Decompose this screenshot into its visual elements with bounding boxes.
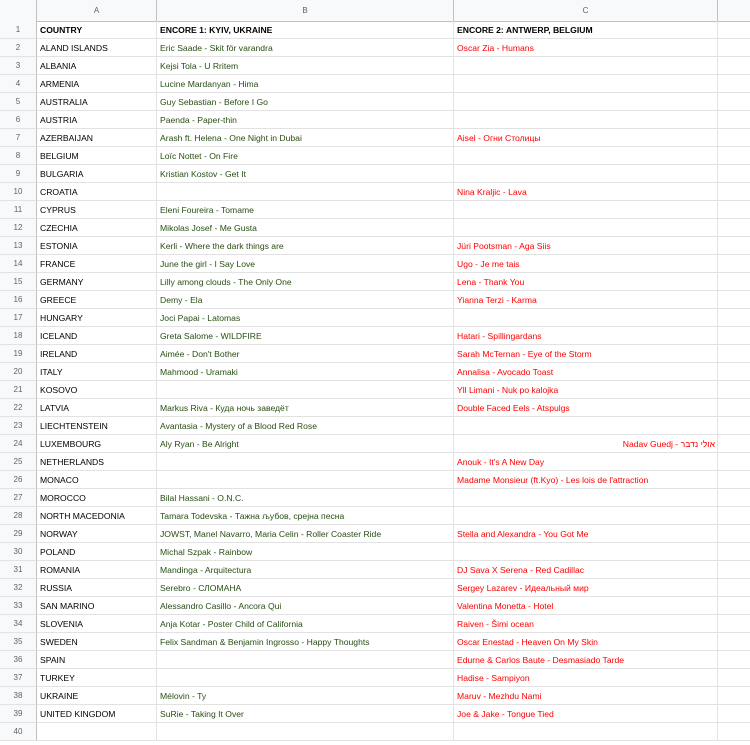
table-row: [0, 39, 750, 57]
header-encore-1-cell[interactable]: ENCORE 1: KYIV, UKRAINE: [157, 21, 454, 39]
empty-cell[interactable]: [718, 435, 750, 453]
table-row: [0, 525, 750, 543]
encore-1-cell[interactable]: Demy - Ela: [157, 291, 454, 309]
table-row: [0, 237, 750, 255]
encore-2-cell[interactable]: [454, 201, 718, 219]
encore-1-cell[interactable]: Aimée - Don't Bother: [157, 345, 454, 363]
column-header-d[interactable]: [718, 0, 750, 21]
encore-1-cell[interactable]: Anja Kotar - Poster Child of California: [157, 615, 454, 633]
country-cell[interactable]: ICELAND: [37, 327, 157, 345]
encore-2-cell[interactable]: Nina Kraljic - Lava: [454, 183, 718, 201]
header-country-cell[interactable]: COUNTRY: [37, 21, 157, 39]
encore-1-cell[interactable]: June the girl - I Say Love: [157, 255, 454, 273]
empty-cell[interactable]: [718, 309, 750, 327]
table-row: [0, 75, 750, 93]
row-number[interactable]: 1: [0, 21, 37, 39]
empty-cell[interactable]: [718, 471, 750, 489]
country-cell[interactable]: UKRAINE: [37, 687, 157, 705]
country-cell[interactable]: UNITED KINGDOM: [37, 705, 157, 723]
encore-2-cell[interactable]: [454, 723, 718, 741]
table-row: [0, 399, 750, 417]
encore-2-cell[interactable]: [454, 507, 718, 525]
encore-2-cell[interactable]: [454, 147, 718, 165]
table-row: [0, 579, 750, 597]
encore-1-cell[interactable]: Kerli - Where the dark things are: [157, 237, 454, 255]
encore-2-cell[interactable]: Stella and Alexandra - You Got Me: [454, 525, 718, 543]
row-number[interactable]: 6: [0, 111, 37, 129]
encore-2-cell[interactable]: Annalisa - Avocado Toast: [454, 363, 718, 381]
empty-cell[interactable]: [718, 327, 750, 345]
row-number[interactable]: 13: [0, 237, 37, 255]
country-cell[interactable]: IRELAND: [37, 345, 157, 363]
encore-2-cell[interactable]: אולי נדבר - Nadav Guedj: [454, 435, 718, 453]
country-cell[interactable]: ESTONIA: [37, 237, 157, 255]
table-row: [0, 327, 750, 345]
country-cell[interactable]: ROMANIA: [37, 561, 157, 579]
country-cell[interactable]: RUSSIA: [37, 579, 157, 597]
encore-1-cell[interactable]: Serebro - СЛОМАНА: [157, 579, 454, 597]
encore-2-cell[interactable]: [454, 219, 718, 237]
country-cell[interactable]: ALAND ISLANDS: [37, 39, 157, 57]
row-number[interactable]: 8: [0, 147, 37, 165]
encore-2-cell[interactable]: Lena - Thank You: [454, 273, 718, 291]
encore-2-cell[interactable]: Madame Monsieur (ft.Kyo) - Les lois de l'attraction: [454, 471, 718, 489]
encore-1-cell[interactable]: Mahmood - Uramaki: [157, 363, 454, 381]
country-cell[interactable]: SPAIN: [37, 651, 157, 669]
row-number[interactable]: 9: [0, 165, 37, 183]
table-row: [0, 255, 750, 273]
encore-2-cell[interactable]: [454, 309, 718, 327]
row-number[interactable]: 25: [0, 453, 37, 471]
empty-cell[interactable]: [718, 93, 750, 111]
encore-2-cell[interactable]: Valentina Monetta - Hotel: [454, 597, 718, 615]
table-row: [0, 57, 750, 75]
column-header-b[interactable]: B: [157, 0, 454, 21]
country-cell[interactable]: FRANCE: [37, 255, 157, 273]
table-row: [0, 471, 750, 489]
table-row: [0, 723, 750, 741]
encore-1-cell[interactable]: Markus Riva - Куда ночь заведёт: [157, 399, 454, 417]
column-header-row: [0, 0, 750, 22]
country-cell[interactable]: TURKEY: [37, 669, 157, 687]
empty-cell[interactable]: [718, 615, 750, 633]
row-number[interactable]: 30: [0, 543, 37, 561]
encore-1-cell[interactable]: Eric Saade - Skit för varandra: [157, 39, 454, 57]
country-cell[interactable]: SAN MARINO: [37, 597, 157, 615]
row-number[interactable]: 14: [0, 255, 37, 273]
country-cell[interactable]: BELGIUM: [37, 147, 157, 165]
country-cell[interactable]: NORTH MACEDONIA: [37, 507, 157, 525]
empty-cell[interactable]: [718, 525, 750, 543]
encore-1-cell[interactable]: Michal Szpak - Rainbow: [157, 543, 454, 561]
country-cell[interactable]: [37, 723, 157, 741]
row-number[interactable]: 10: [0, 183, 37, 201]
encore-1-cell[interactable]: [157, 453, 454, 471]
country-cell[interactable]: AZERBAIJAN: [37, 129, 157, 147]
table-row: [0, 129, 750, 147]
empty-cell[interactable]: [718, 111, 750, 129]
encore-2-cell[interactable]: Ugo - Je me tais: [454, 255, 718, 273]
encore-1-cell[interactable]: Felix Sandman & Benjamin Ingrosso - Happy Thoughts: [157, 633, 454, 651]
encore-2-cell[interactable]: Hatari - Spillingardans: [454, 327, 718, 345]
encore-1-cell[interactable]: [157, 651, 454, 669]
row-number[interactable]: 17: [0, 309, 37, 327]
row-number[interactable]: 5: [0, 93, 37, 111]
table-row: [0, 687, 750, 705]
encore-2-cell[interactable]: Sarah McTernan - Eye of the Storm: [454, 345, 718, 363]
row-number[interactable]: 32: [0, 579, 37, 597]
table-row: [0, 669, 750, 687]
country-cell[interactable]: LIECHTENSTEIN: [37, 417, 157, 435]
encore-2-cell[interactable]: [454, 489, 718, 507]
table-row: [0, 417, 750, 435]
row-number[interactable]: 37: [0, 669, 37, 687]
row-number[interactable]: 20: [0, 363, 37, 381]
row-number[interactable]: 33: [0, 597, 37, 615]
encore-2-cell[interactable]: [454, 417, 718, 435]
encore-1-cell[interactable]: Eleni Foureira - Tomame: [157, 201, 454, 219]
row-number[interactable]: 24: [0, 435, 37, 453]
row-number[interactable]: 39: [0, 705, 37, 723]
encore-1-cell[interactable]: Loïc Nottet - On Fire: [157, 147, 454, 165]
table-row: [0, 309, 750, 327]
row-number[interactable]: 12: [0, 219, 37, 237]
table-row: [0, 633, 750, 651]
encore-2-cell[interactable]: [454, 93, 718, 111]
table-row: [0, 561, 750, 579]
row-number[interactable]: 23: [0, 417, 37, 435]
empty-cell[interactable]: [718, 399, 750, 417]
empty-cell[interactable]: [718, 705, 750, 723]
row-number[interactable]: 11: [0, 201, 37, 219]
table-row: [0, 489, 750, 507]
country-cell[interactable]: AUSTRALIA: [37, 93, 157, 111]
empty-cell[interactable]: [718, 345, 750, 363]
row-number[interactable]: 3: [0, 57, 37, 75]
encore-1-cell[interactable]: [157, 471, 454, 489]
encore-1-cell[interactable]: JOWST, Manel Navarro, Maria Celin - Roller Coaster Ride: [157, 525, 454, 543]
encore-2-cell[interactable]: Aisel - Огни Столицы: [454, 129, 718, 147]
row-number[interactable]: 26: [0, 471, 37, 489]
table-row: [0, 651, 750, 669]
table-row: [0, 345, 750, 363]
empty-cell[interactable]: [718, 75, 750, 93]
empty-cell[interactable]: [718, 489, 750, 507]
row-number[interactable]: 21: [0, 381, 37, 399]
country-cell[interactable]: BULGARIA: [37, 165, 157, 183]
empty-cell[interactable]: [718, 219, 750, 237]
empty-cell[interactable]: [718, 633, 750, 651]
encore-1-cell[interactable]: Bilal Hassani - O.N.C.: [157, 489, 454, 507]
empty-cell[interactable]: [718, 381, 750, 399]
table-row: [0, 543, 750, 561]
select-all-corner[interactable]: [0, 0, 37, 21]
empty-cell[interactable]: [718, 21, 750, 39]
column-header-c[interactable]: C: [454, 0, 718, 21]
table-row: [0, 453, 750, 471]
encore-2-cell[interactable]: Edurne & Carlos Baute - Desmasiado Tarde: [454, 651, 718, 669]
country-cell[interactable]: NORWAY: [37, 525, 157, 543]
empty-cell[interactable]: [718, 129, 750, 147]
header-encore-2-cell[interactable]: ENCORE 2: ANTWERP, BELGIUM: [454, 21, 718, 39]
encore-1-cell[interactable]: Lilly among clouds - The Only One: [157, 273, 454, 291]
country-cell[interactable]: ARMENIA: [37, 75, 157, 93]
encore-1-cell[interactable]: [157, 381, 454, 399]
encore-1-cell[interactable]: Tamara Todevska - Тажна љубов, срејна песна: [157, 507, 454, 525]
empty-cell[interactable]: [718, 687, 750, 705]
empty-cell[interactable]: [718, 147, 750, 165]
encore-2-cell[interactable]: [454, 75, 718, 93]
encore-1-cell[interactable]: Paenda - Paper-thin: [157, 111, 454, 129]
column-header-a[interactable]: A: [37, 0, 157, 21]
country-cell[interactable]: POLAND: [37, 543, 157, 561]
row-number[interactable]: 19: [0, 345, 37, 363]
country-cell[interactable]: SLOVENIA: [37, 615, 157, 633]
country-cell[interactable]: LUXEMBOURG: [37, 435, 157, 453]
encore-2-cell[interactable]: [454, 543, 718, 561]
encore-2-cell[interactable]: Hadise - Sampiyon: [454, 669, 718, 687]
empty-cell[interactable]: [718, 363, 750, 381]
country-cell[interactable]: GERMANY: [37, 273, 157, 291]
country-cell[interactable]: CZECHIA: [37, 219, 157, 237]
row-number[interactable]: 2: [0, 39, 37, 57]
empty-cell[interactable]: [718, 183, 750, 201]
empty-cell[interactable]: [718, 579, 750, 597]
row-number[interactable]: 31: [0, 561, 37, 579]
country-cell[interactable]: NETHERLANDS: [37, 453, 157, 471]
table-row: [0, 165, 750, 183]
encore-2-cell[interactable]: Oscar Zia - Humans: [454, 39, 718, 57]
empty-cell[interactable]: [718, 273, 750, 291]
encore-1-cell[interactable]: Mikolas Josef - Me Gusta: [157, 219, 454, 237]
country-cell[interactable]: AUSTRIA: [37, 111, 157, 129]
encore-1-cell[interactable]: Aly Ryan - Be Alright: [157, 435, 454, 453]
encore-2-cell[interactable]: Oscar Enestad - Heaven On My Skin: [454, 633, 718, 651]
encore-1-cell[interactable]: [157, 669, 454, 687]
row-number[interactable]: 18: [0, 327, 37, 345]
encore-2-cell[interactable]: Maruv - Mezhdu Nami: [454, 687, 718, 705]
encore-1-cell[interactable]: Greta Salome - WILDFIRE: [157, 327, 454, 345]
country-cell[interactable]: LATVIA: [37, 399, 157, 417]
row-number[interactable]: 36: [0, 651, 37, 669]
country-cell[interactable]: MONACO: [37, 471, 157, 489]
empty-cell[interactable]: [718, 165, 750, 183]
encore-2-cell[interactable]: [454, 111, 718, 129]
row-number[interactable]: 34: [0, 615, 37, 633]
empty-cell[interactable]: [718, 543, 750, 561]
encore-1-cell[interactable]: Kristian Kostov - Get It: [157, 165, 454, 183]
empty-cell[interactable]: [718, 291, 750, 309]
empty-cell[interactable]: [718, 723, 750, 741]
encore-2-cell[interactable]: [454, 57, 718, 75]
country-cell[interactable]: MOROCCO: [37, 489, 157, 507]
encore-2-cell[interactable]: Double Faced Eels - Atspulgs: [454, 399, 718, 417]
table-row: [0, 291, 750, 309]
table-row: [0, 273, 750, 291]
row-number[interactable]: 16: [0, 291, 37, 309]
empty-cell[interactable]: [718, 255, 750, 273]
encore-2-cell[interactable]: Joe & Jake - Tongue Tied: [454, 705, 718, 723]
encore-2-cell[interactable]: Sergey Lazarev - Идеальный мир: [454, 579, 718, 597]
encore-1-cell[interactable]: Mandinga - Arquitectura: [157, 561, 454, 579]
table-row: [0, 363, 750, 381]
encore-1-cell[interactable]: Joci Papai - Latomas: [157, 309, 454, 327]
encore-1-cell[interactable]: Mélovin - Ty: [157, 687, 454, 705]
country-cell[interactable]: CROATIA: [37, 183, 157, 201]
table-row: [0, 435, 750, 453]
empty-cell[interactable]: [718, 201, 750, 219]
table-row: [0, 219, 750, 237]
table-row: [0, 21, 750, 39]
encore-1-cell[interactable]: Kejsi Tola - U Rritem: [157, 57, 454, 75]
row-number[interactable]: 27: [0, 489, 37, 507]
table-row: [0, 615, 750, 633]
encore-1-cell[interactable]: [157, 723, 454, 741]
empty-cell[interactable]: [718, 507, 750, 525]
country-cell[interactable]: SWEDEN: [37, 633, 157, 651]
empty-cell[interactable]: [718, 669, 750, 687]
row-number[interactable]: 22: [0, 399, 37, 417]
table-row: [0, 705, 750, 723]
encore-2-cell[interactable]: Raiven - Šimi ocean: [454, 615, 718, 633]
encore-2-cell[interactable]: Jüri Pootsman - Aga Siis: [454, 237, 718, 255]
empty-cell[interactable]: [718, 561, 750, 579]
encore-1-cell[interactable]: Avantasia - Mystery of a Blood Red Rose: [157, 417, 454, 435]
country-cell[interactable]: ALBANIA: [37, 57, 157, 75]
row-number[interactable]: 7: [0, 129, 37, 147]
row-number[interactable]: 35: [0, 633, 37, 651]
empty-cell[interactable]: [718, 57, 750, 75]
encore-1-cell[interactable]: SuRie - Taking It Over: [157, 705, 454, 723]
empty-cell[interactable]: [718, 417, 750, 435]
table-row: [0, 111, 750, 129]
empty-cell[interactable]: [718, 39, 750, 57]
encore-1-cell[interactable]: Arash ft. Helena - One Night in Dubai: [157, 129, 454, 147]
empty-cell[interactable]: [718, 597, 750, 615]
empty-cell[interactable]: [718, 651, 750, 669]
country-cell[interactable]: HUNGARY: [37, 309, 157, 327]
encore-1-cell[interactable]: Guy Sebastian - Before I Go: [157, 93, 454, 111]
table-row: [0, 93, 750, 111]
table-row: [0, 147, 750, 165]
row-number[interactable]: 15: [0, 273, 37, 291]
table-row: [0, 507, 750, 525]
encore-1-cell[interactable]: Alessandro Casillo - Ancora Qui: [157, 597, 454, 615]
row-number[interactable]: 4: [0, 75, 37, 93]
encore-2-cell[interactable]: DJ Sava X Serena - Red Cadillac: [454, 561, 718, 579]
encore-1-cell[interactable]: Lucine Mardanyan - Hima: [157, 75, 454, 93]
empty-cell[interactable]: [718, 453, 750, 471]
table-row: [0, 183, 750, 201]
country-cell[interactable]: ITALY: [37, 363, 157, 381]
table-row: [0, 381, 750, 399]
row-number[interactable]: 40: [0, 723, 37, 741]
table-row: [0, 597, 750, 615]
empty-cell[interactable]: [718, 237, 750, 255]
encore-2-cell[interactable]: Yll Limani - Nuk po kalojka: [454, 381, 718, 399]
encore-2-cell[interactable]: Anouk - It's A New Day: [454, 453, 718, 471]
country-cell[interactable]: KOSOVO: [37, 381, 157, 399]
country-cell[interactable]: CYPRUS: [37, 201, 157, 219]
table-row: [0, 201, 750, 219]
encore-1-cell[interactable]: [157, 183, 454, 201]
country-cell[interactable]: GREECE: [37, 291, 157, 309]
row-number[interactable]: 38: [0, 687, 37, 705]
row-number[interactable]: 29: [0, 525, 37, 543]
row-number[interactable]: 28: [0, 507, 37, 525]
encore-2-cell[interactable]: [454, 165, 718, 183]
encore-2-cell[interactable]: Yianna Terzi - Karma: [454, 291, 718, 309]
